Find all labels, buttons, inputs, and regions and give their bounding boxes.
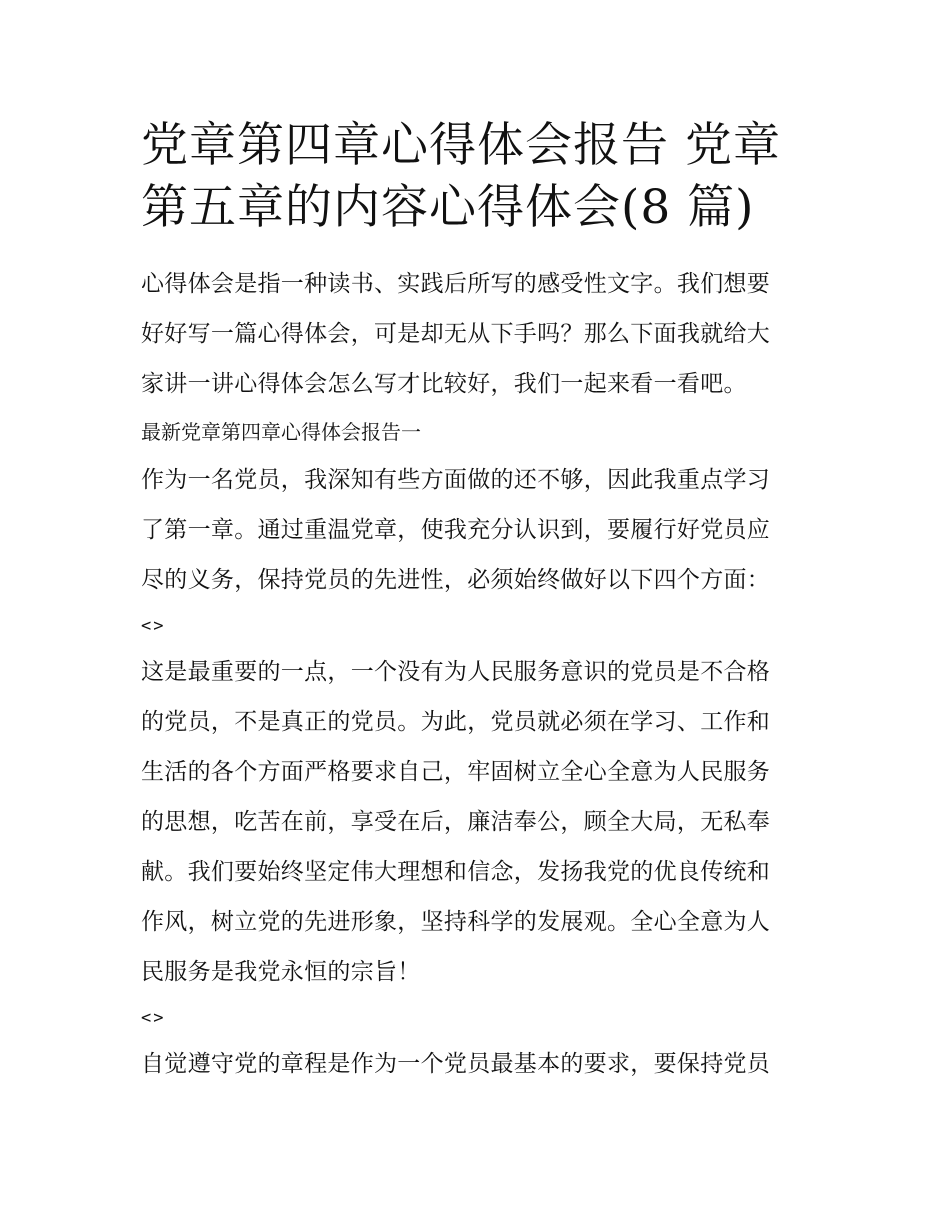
para2-line-5: 献。我们要始终坚定伟大理想和信念，发扬我党的优良传统和 [141,859,771,885]
para2-line-6: 作风，树立党的先进形象，坚持科学的发展观。全心全意为人 [141,909,771,935]
placeholder-marker-1: <> [141,616,166,636]
intro-line-2: 好好写一篇心得体会，可是却无从下手吗？那么下面我就给大 [141,321,771,347]
placeholder-marker-2: <> [141,1008,166,1028]
document-title [141,115,813,239]
paragraph-2 [141,647,813,997]
section-heading: 最新党章第四章心得体会报告一 [141,420,421,444]
para2-line-4: 的思想，吃苦在前，享受在后，廉洁奉公，顾全大局，无私奉 [141,809,771,835]
intro-line-1: 心得体会是指一种读书、实践后所写的感受性文字。我们想要 [141,271,771,297]
title-line-1: 党章第四章心得体会报告 党章 [141,118,781,173]
document-page [141,115,813,1089]
para2-line-7: 民服务是我党永恒的宗旨！ [141,959,421,985]
para1-line-3: 尽的义务，保持党员的先进性，必须始终做好以下四个方面： [141,567,771,593]
para1-line-2: 了第一章。通过重温党章，使我充分认识到，要履行好党员应 [141,517,771,543]
intro-line-3: 家讲一讲心得体会怎么写才比较好，我们一起来看一看吧。 [141,371,747,397]
para2-line-2: 的党员，不是真正的党员。为此，党员就必须在学习、工作和 [141,709,771,735]
para3-line-1: 自觉遵守党的章程是作为一个党员最基本的要求，要保持党员 [141,1051,771,1077]
paragraph-3 [141,1039,813,1089]
title-line-2: 第五章的内容心得体会(8 篇) [141,180,755,235]
para2-line-3: 生活的各个方面严格要求自己，牢固树立全心全意为人民服务 [141,759,771,785]
para2-line-1: 这是最重要的一点，一个没有为人民服务意识的党员是不合格 [141,659,771,685]
para1-line-1: 作为一名党员，我深知有些方面做的还不够，因此我重点学习 [141,467,771,493]
intro-paragraph [141,259,813,409]
paragraph-1 [141,455,813,605]
